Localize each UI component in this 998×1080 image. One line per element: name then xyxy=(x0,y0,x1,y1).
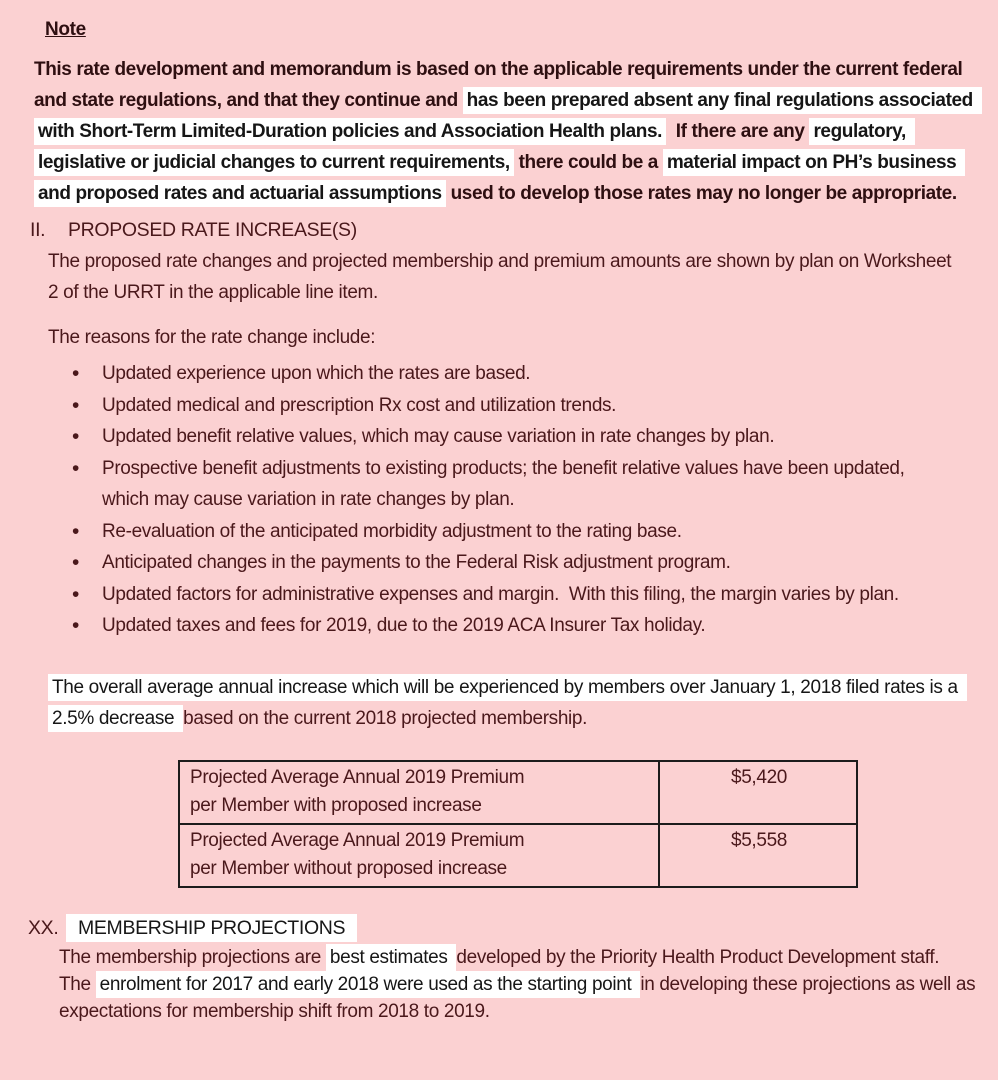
row-label-line1: Projected Average Annual 2019 Premium xyxy=(190,766,525,788)
table-row xyxy=(179,824,857,887)
highlighted-text: enrolment for 2017 and early 2018 were used as the starting point xyxy=(96,971,641,998)
plain-text: The membership projections are xyxy=(59,946,326,968)
plain-text: This rate development and memorandum is based on the applicable requirements under the current federal and state regulations, and that they continue and xyxy=(34,59,968,111)
plain-text: used to develop those rates may no longer be appropriate. xyxy=(445,183,957,204)
premium-table-body xyxy=(179,761,857,887)
section-heading-membership xyxy=(28,913,978,944)
plain-text: If there are any xyxy=(666,121,810,142)
note-heading: Note xyxy=(45,19,86,40)
plain-text: based on the current 2018 projected membership. xyxy=(183,707,588,729)
section-title-membership: MEMBERSHIP PROJECTIONS xyxy=(66,914,357,942)
highlighted-text: best estimates xyxy=(326,944,457,971)
bullet-item: • Updated factors for administrative expenses and margin. With this filing, the margin varies by plan. xyxy=(48,579,928,611)
rate-change-reasons-list xyxy=(48,358,928,642)
table-row xyxy=(179,761,857,824)
section-title-rate-increase: PROPOSED RATE INCREASE(S) xyxy=(68,219,357,241)
membership-paragraph xyxy=(59,944,981,1025)
highlighted-text: regulatory, legislative or judicial changes to current requirements, xyxy=(34,118,915,176)
section-heading-rate-increase xyxy=(30,215,978,246)
highlighted-text: has been prepared absent any final regulations associated with Short-Term Limited-Duration policies and Association Health plans. xyxy=(34,87,982,145)
row-value-cell: $5,558 xyxy=(659,824,857,887)
bullet-item: • Updated taxes and fees for 2019, due to the 2019 ACA Insurer Tax holiday. xyxy=(48,610,928,642)
row-label-cell xyxy=(179,761,659,824)
row-value-cell: $5,420 xyxy=(659,761,857,824)
bullet-item: • Anticipated changes in the payments to the Federal Risk adjustment program. xyxy=(48,547,928,579)
premium-table xyxy=(178,760,858,888)
bullet-item: • Re-evaluation of the anticipated morbidity adjustment to the rating base. xyxy=(48,516,928,548)
bullet-item: • Updated medical and prescription Rx cost and utilization trends. xyxy=(48,390,928,422)
intro-paragraph xyxy=(34,54,978,209)
bullet-item: • Updated benefit relative values, which may cause variation in rate changes by plan. xyxy=(48,421,928,453)
row-label-line2: per Member without proposed increase xyxy=(190,857,507,879)
row-label-line2: per Member with proposed increase xyxy=(190,794,482,816)
plain-text: developed by the Priority Health Product Development staff. The xyxy=(59,946,949,995)
row-label-line1: Projected Average Annual 2019 Premium xyxy=(190,829,525,851)
section-number-membership: XX. xyxy=(28,916,59,939)
bullet-item: • Prospective benefit adjustments to existing products; the benefit relative values have been updated, which may cause variation in rate changes by plan. xyxy=(48,453,928,516)
section-number-rate-increase: II. xyxy=(30,219,46,241)
rate-change-paragraph: The proposed rate changes and projected membership and premium amounts are shown by plan on Worksheet 2 of the URRT in the applicable line item. xyxy=(48,251,957,303)
highlighted-text: The overall average annual increase which will be experienced by members over January 1, 2018 filed rates is a 2.5% decrease xyxy=(48,674,967,732)
row-label-cell xyxy=(179,824,659,887)
rate-increase-body xyxy=(48,246,978,888)
plain-text: in developing these projections as well as expectations for membership shift from 2018 to 2019. xyxy=(59,973,981,1022)
highlighted-text: material impact on PH’s business and proposed rates and actuarial assumptions xyxy=(34,149,965,207)
plain-text: there could be a xyxy=(513,152,663,173)
bullet-item: • Updated experience upon which the rates are based. xyxy=(48,358,928,390)
reasons-label: The reasons for the rate change include: xyxy=(48,327,376,348)
average-increase-paragraph xyxy=(48,672,978,734)
